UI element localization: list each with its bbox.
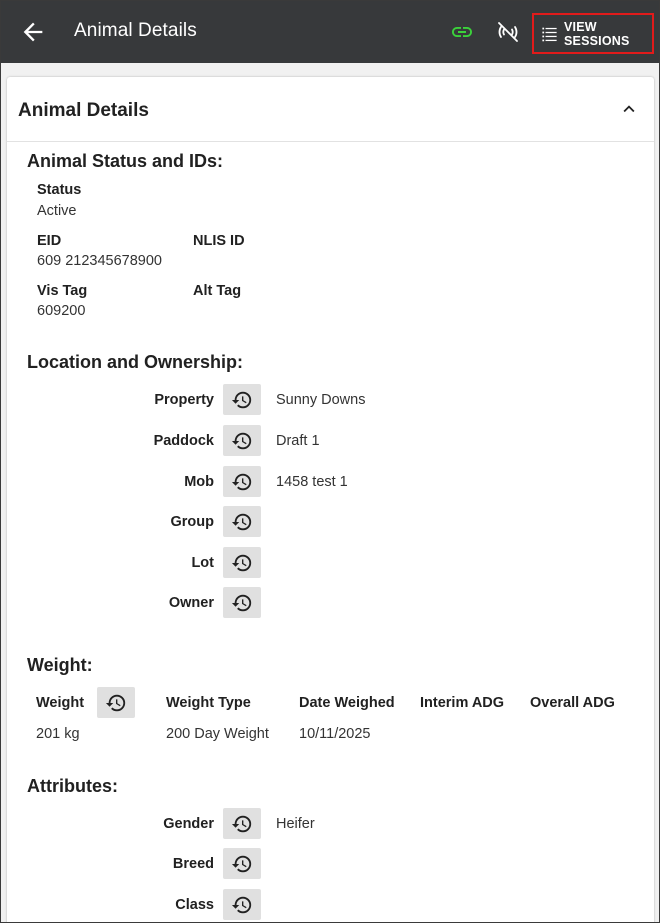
status-value: Active bbox=[37, 203, 77, 219]
attributes-section-title: Attributes: bbox=[27, 776, 118, 796]
location-section-title: Location and Ownership: bbox=[27, 352, 244, 372]
reader-status-button[interactable] bbox=[496, 20, 520, 44]
history-icon bbox=[231, 813, 253, 835]
history-icon bbox=[231, 853, 253, 875]
collapse-button[interactable] bbox=[618, 98, 640, 120]
breed-history-button[interactable] bbox=[223, 848, 261, 879]
gender-value: Heifer bbox=[276, 816, 315, 832]
property-label: Property bbox=[154, 392, 214, 408]
owner-history-button[interactable] bbox=[223, 587, 261, 618]
history-icon bbox=[231, 471, 253, 493]
date-weighed-value: 10/11/2025 bbox=[299, 726, 371, 742]
mob-history-button[interactable] bbox=[223, 466, 261, 497]
weight-type-value: 200 Day Weight bbox=[166, 726, 269, 742]
history-icon bbox=[231, 894, 253, 916]
weight-header: Weight bbox=[36, 695, 85, 711]
property-value: Sunny Downs bbox=[276, 392, 366, 408]
owner-label: Owner bbox=[168, 595, 214, 611]
history-icon bbox=[105, 692, 127, 714]
mob-value: 1458 test 1 bbox=[276, 474, 348, 490]
eid-label: EID bbox=[37, 233, 62, 249]
history-icon bbox=[231, 430, 253, 452]
group-history-button[interactable] bbox=[223, 506, 261, 537]
class-label: Class bbox=[175, 897, 214, 913]
app-bar-title: Animal Details bbox=[74, 20, 197, 41]
weight-type-header: Weight Type bbox=[166, 695, 251, 711]
weight-value: 201 kg bbox=[36, 726, 80, 742]
animal-details-card bbox=[7, 77, 654, 923]
weight-history-button[interactable] bbox=[97, 687, 135, 718]
arrow-left-icon bbox=[19, 18, 47, 46]
app-bar bbox=[1, 1, 660, 63]
link-icon bbox=[450, 20, 474, 44]
weight-section-title: Weight: bbox=[27, 655, 93, 675]
view-sessions-button[interactable] bbox=[532, 13, 654, 54]
list-icon bbox=[540, 23, 559, 45]
overall-adg-header: Overall ADG bbox=[530, 695, 615, 711]
back-button[interactable] bbox=[19, 18, 47, 46]
vis-tag-label: Vis Tag bbox=[37, 283, 88, 299]
lot-label: Lot bbox=[191, 555, 214, 571]
lot-history-button[interactable] bbox=[223, 547, 261, 578]
history-icon bbox=[231, 389, 253, 411]
card-title: Animal Details bbox=[18, 100, 149, 121]
breed-label: Breed bbox=[172, 856, 214, 872]
view-sessions-label: VIEW SESSIONS bbox=[564, 19, 630, 48]
chevron-up-icon bbox=[618, 98, 640, 120]
alt-tag-label: Alt Tag bbox=[193, 283, 242, 299]
date-weighed-header: Date Weighed bbox=[299, 695, 395, 711]
gender-history-button[interactable] bbox=[223, 808, 261, 839]
paddock-value: Draft 1 bbox=[276, 433, 320, 449]
signal-off-icon bbox=[496, 20, 520, 44]
status-section-title: Animal Status and IDs: bbox=[27, 151, 224, 171]
eid-value: 609 212345678900 bbox=[37, 253, 162, 269]
nlis-id-label: NLIS ID bbox=[193, 233, 245, 249]
link-status-button[interactable] bbox=[450, 20, 474, 44]
property-history-button[interactable] bbox=[223, 384, 261, 415]
class-history-button[interactable] bbox=[223, 889, 261, 920]
vis-tag-value: 609200 bbox=[37, 303, 86, 319]
history-icon bbox=[231, 592, 253, 614]
card-header[interactable] bbox=[7, 77, 654, 142]
interim-adg-header: Interim ADG bbox=[420, 695, 505, 711]
status-label: Status bbox=[37, 182, 82, 198]
gender-label: Gender bbox=[163, 816, 214, 832]
mob-label: Mob bbox=[184, 474, 214, 490]
group-label: Group bbox=[170, 514, 214, 530]
paddock-label: Paddock bbox=[153, 433, 214, 449]
paddock-history-button[interactable] bbox=[223, 425, 261, 456]
history-icon bbox=[231, 511, 253, 533]
history-icon bbox=[231, 552, 253, 574]
